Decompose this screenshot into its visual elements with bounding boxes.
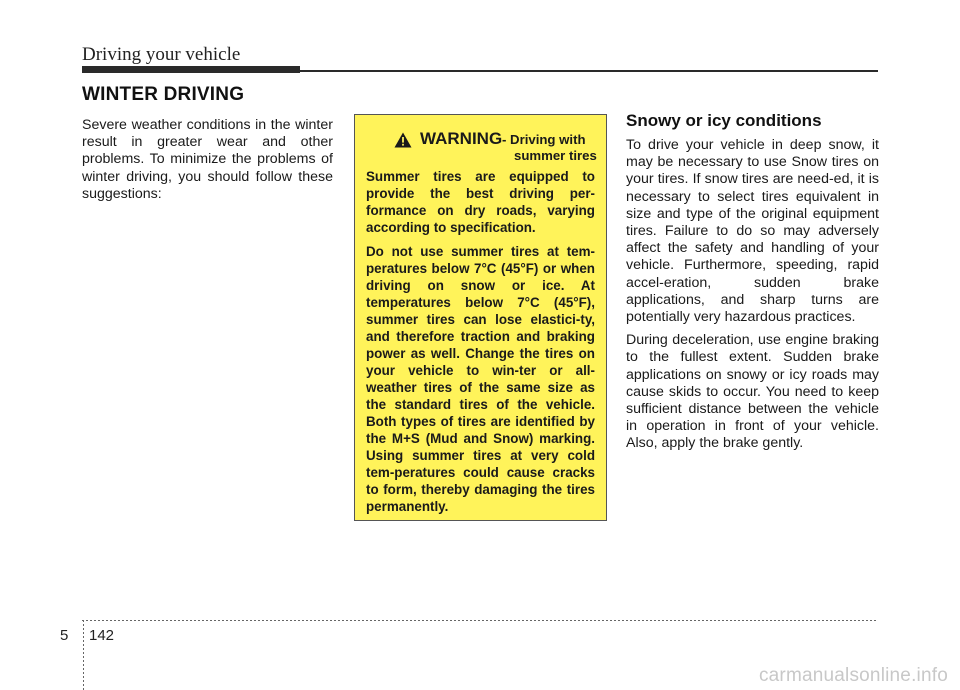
intro-text: Severe weather conditions in the winter result in greater wear and other problems. To minimize the problems of winter driving, you should follow these suggestions: [82, 117, 333, 202]
warning-header [366, 124, 595, 168]
footer-divider [83, 620, 84, 690]
footer-rule [82, 620, 878, 621]
header-bar [82, 66, 300, 73]
header-rule [300, 70, 878, 72]
warning-paragraph: Do not use summer tires at tem-peratures below 7°C (45°F) or when driving on snow or ice. At temperatures below 7°C (45°F), summer tires can lose elastici-ty, and therefore traction and braking power as well. Change the tires on your vehicle to win-ter or all-weather tires of the same size as the standard tires of the vehicle. Both types of tires are identified by the M+S (Mud and Snow) marking. Using summer tires at very cold tem-peratures could cause cracks to form, thereby damaging the tires permanently. [366, 244, 595, 514]
warning-paragraph: Summer tires are equipped to provide the best driving per-formance on dry roads, varying according to specification. [366, 169, 595, 235]
snowy-body [626, 137, 879, 459]
snowy-title: Snowy or icy conditions [626, 111, 822, 130]
warning-word: WARNING [420, 129, 503, 148]
warning-topic: - Driving with summer tires [502, 132, 597, 163]
page-number: 142 [89, 627, 115, 644]
snowy-paragraph: To drive your vehicle in deep snow, it may be necessary to use Snow tires on your tires. If snow tires are need-ed, it is necessary to select tires equivalent in size and type of the original equipment tires. Failure to do so may adversely affect the safety and handling of your vehicle. Furthermore, speeding, rapid accel-eration, sudden brake applications, and sharp turns are potentially very hazardous practices. [626, 137, 879, 326]
warning-triangle-icon [394, 132, 412, 148]
warning-box [354, 114, 607, 521]
snowy-paragraph: During deceleration, use engine braking to the fullest extent. Sudden brake applications on snowy or icy roads may cause skids to occur. You need to keep sufficient distance between the vehicle in operation in front of your vehicle. Also, apply the brake gently. [626, 332, 879, 452]
section-title: WINTER DRIVING [82, 84, 245, 105]
watermark: carmanualsonline.info [758, 665, 948, 686]
page-chapter-number: 5 [60, 627, 69, 644]
chapter-title: Driving your vehicle [82, 44, 241, 65]
